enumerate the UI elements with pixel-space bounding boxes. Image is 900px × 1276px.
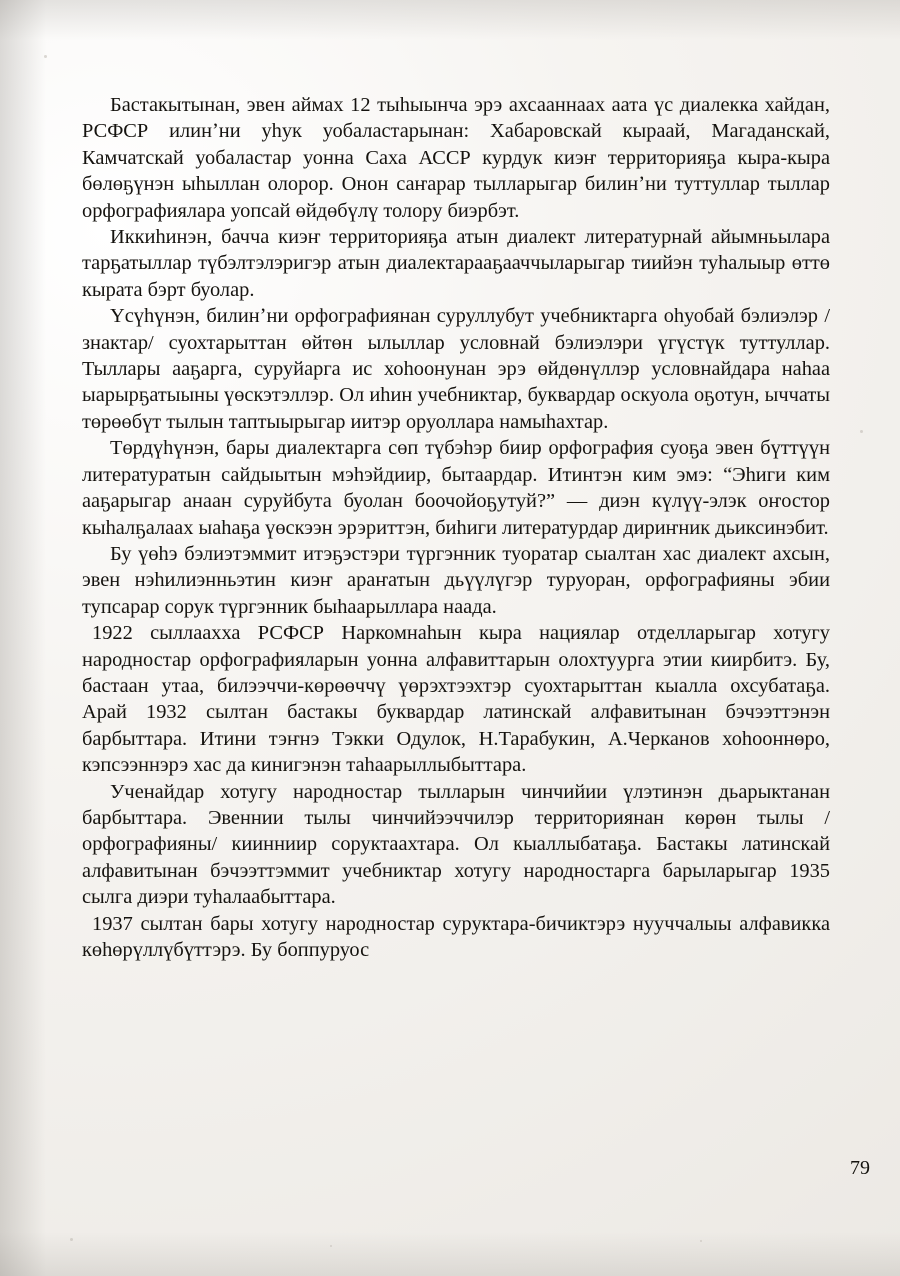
paragraph: 1922 сыллаахха РСФСР Наркомнаһын кыра нациялар отделларыгар хотугу народностар орфографияларын уонна алфавиттарын олохтуурга этии киирбитэ. Бу, бастаан утаа, билээччи-көрөөччү үөрэхтээхтэр суохтарыттан кыалла охсубатаҕа. Арай 1932 сылтан бастакы буквардар латинскай алфавитынан бэчээттэнэн барбыттара. Итини тэҥнэ Тэкки Одулок, Н.Тарабукин, А.Черканов хоһооннөро, кэпсээннэрэ хас да кинигэнэн таһаарыллыбыттара. [82, 622, 830, 777]
page-edge-shadow-bottom [0, 1232, 900, 1276]
scan-speck [70, 1238, 73, 1241]
paragraph: 1937 сылтан бары хотугу народностар суруктара-бичиктэрэ нууччалыы алфавикка көһөрүллүбүттэрэ. Бу боппуруос [82, 912, 830, 961]
scan-speck [44, 55, 47, 58]
paragraph: Бастакытынан, эвен аймах 12 тыһыынча эрэ ахсааннаах аата үс диалекка хайдан, РСФСР илинʼни уһук уобаластарынан: Хабаровскай кыраай, Магаданскай, Камчатскай уобаластар уонна Саха АССР курдук киэҥ территорияҕа кыра-кыра бөлөҕүнэн ыһыллан олорор. Онон саҥарар тылларыгар билинʼни туттуллар тыллар орфографиялара уопсай өйдөбүлү толору биэрбэт. [82, 94, 830, 222]
paragraph: Ученайдар хотугу народностар тылларын чинчийии үлэтинэн дьарыктанан барбыттара. Эвеннии тылы чинчийээччилэр территориянан көрөн тылы /орфографияны/ киинниир соруктаахтара. Ол кыаллыбатаҕа. Бастакы латинскай алфавитынан бэчээттэммит учебниктар хотугу народностарга барыларыгар 1935 сылга диэри туһалаабыттара. [82, 780, 830, 909]
scan-speck [700, 1240, 702, 1242]
page-text-area [60, 70, 850, 1220]
page-edge-shadow-top [0, 0, 900, 40]
paragraph: Иккиһинэн, бачча киэҥ территорияҕа атын диалект литературнай айымньылара тарҕатыллар түбэлтэлэригэр атын диалектарааҕааччыларыгар тиийэн туһалыыр өттө кырата бэрт буолар. [82, 226, 830, 301]
paragraph: Үсүһүнэн, билинʼни орфографиянан суруллубут учебниктарга оһуобай бэлиэлэр /знактар/ суохтарыттан өйтөн ылыллар условнай бэлиэлэри үгүстүк туттуллар. Тыллары ааҕарга, суруйарга ис хоһоонунан эрэ өйдөнүллэр условнайдара наһаа ыарырҕатыыны үөскэтэллэр. Ол иһин учебниктар, буквардар оскуола оҕотун, ыччаты төрөөбүт тылын таптыырыгар иитэр оруоллара намыһахтар. [82, 305, 830, 433]
paragraph: Төрдүһүнэн, бары диалектарга сөп түбэһэр биир орфография суоҕа эвен бүттүүн литературатын сайдыытын мэһэйдиир, бытаардар. Итинтэн ким эмэ: “Эһиги ким ааҕарыгар анаан суруйбута буолан боочойоҕутуй?” — диэн күлүү-элэк оҥостор кыһалҕалаах ыаһаҕа үөскээн эрэриттэн, биһиги литературдар дириҥник дьиксинэбит. [82, 437, 830, 539]
scan-speck [860, 430, 863, 433]
body-text [82, 92, 830, 963]
page-number: 79 [850, 1157, 870, 1179]
scan-speck [330, 1245, 332, 1247]
page-edge-shadow-left [0, 0, 46, 1276]
paragraph: Бу үөһэ бэлиэтэммит итэҕэстэри түргэнник туоратар сыалтан хас диалект ахсын, эвен нэһилиэнньэтин киэҥ араҥатын дьүүлүгэр туруоран, орфографияны эбии тупсарар сорук түргэнник быһаарыллара наада. [82, 542, 830, 618]
